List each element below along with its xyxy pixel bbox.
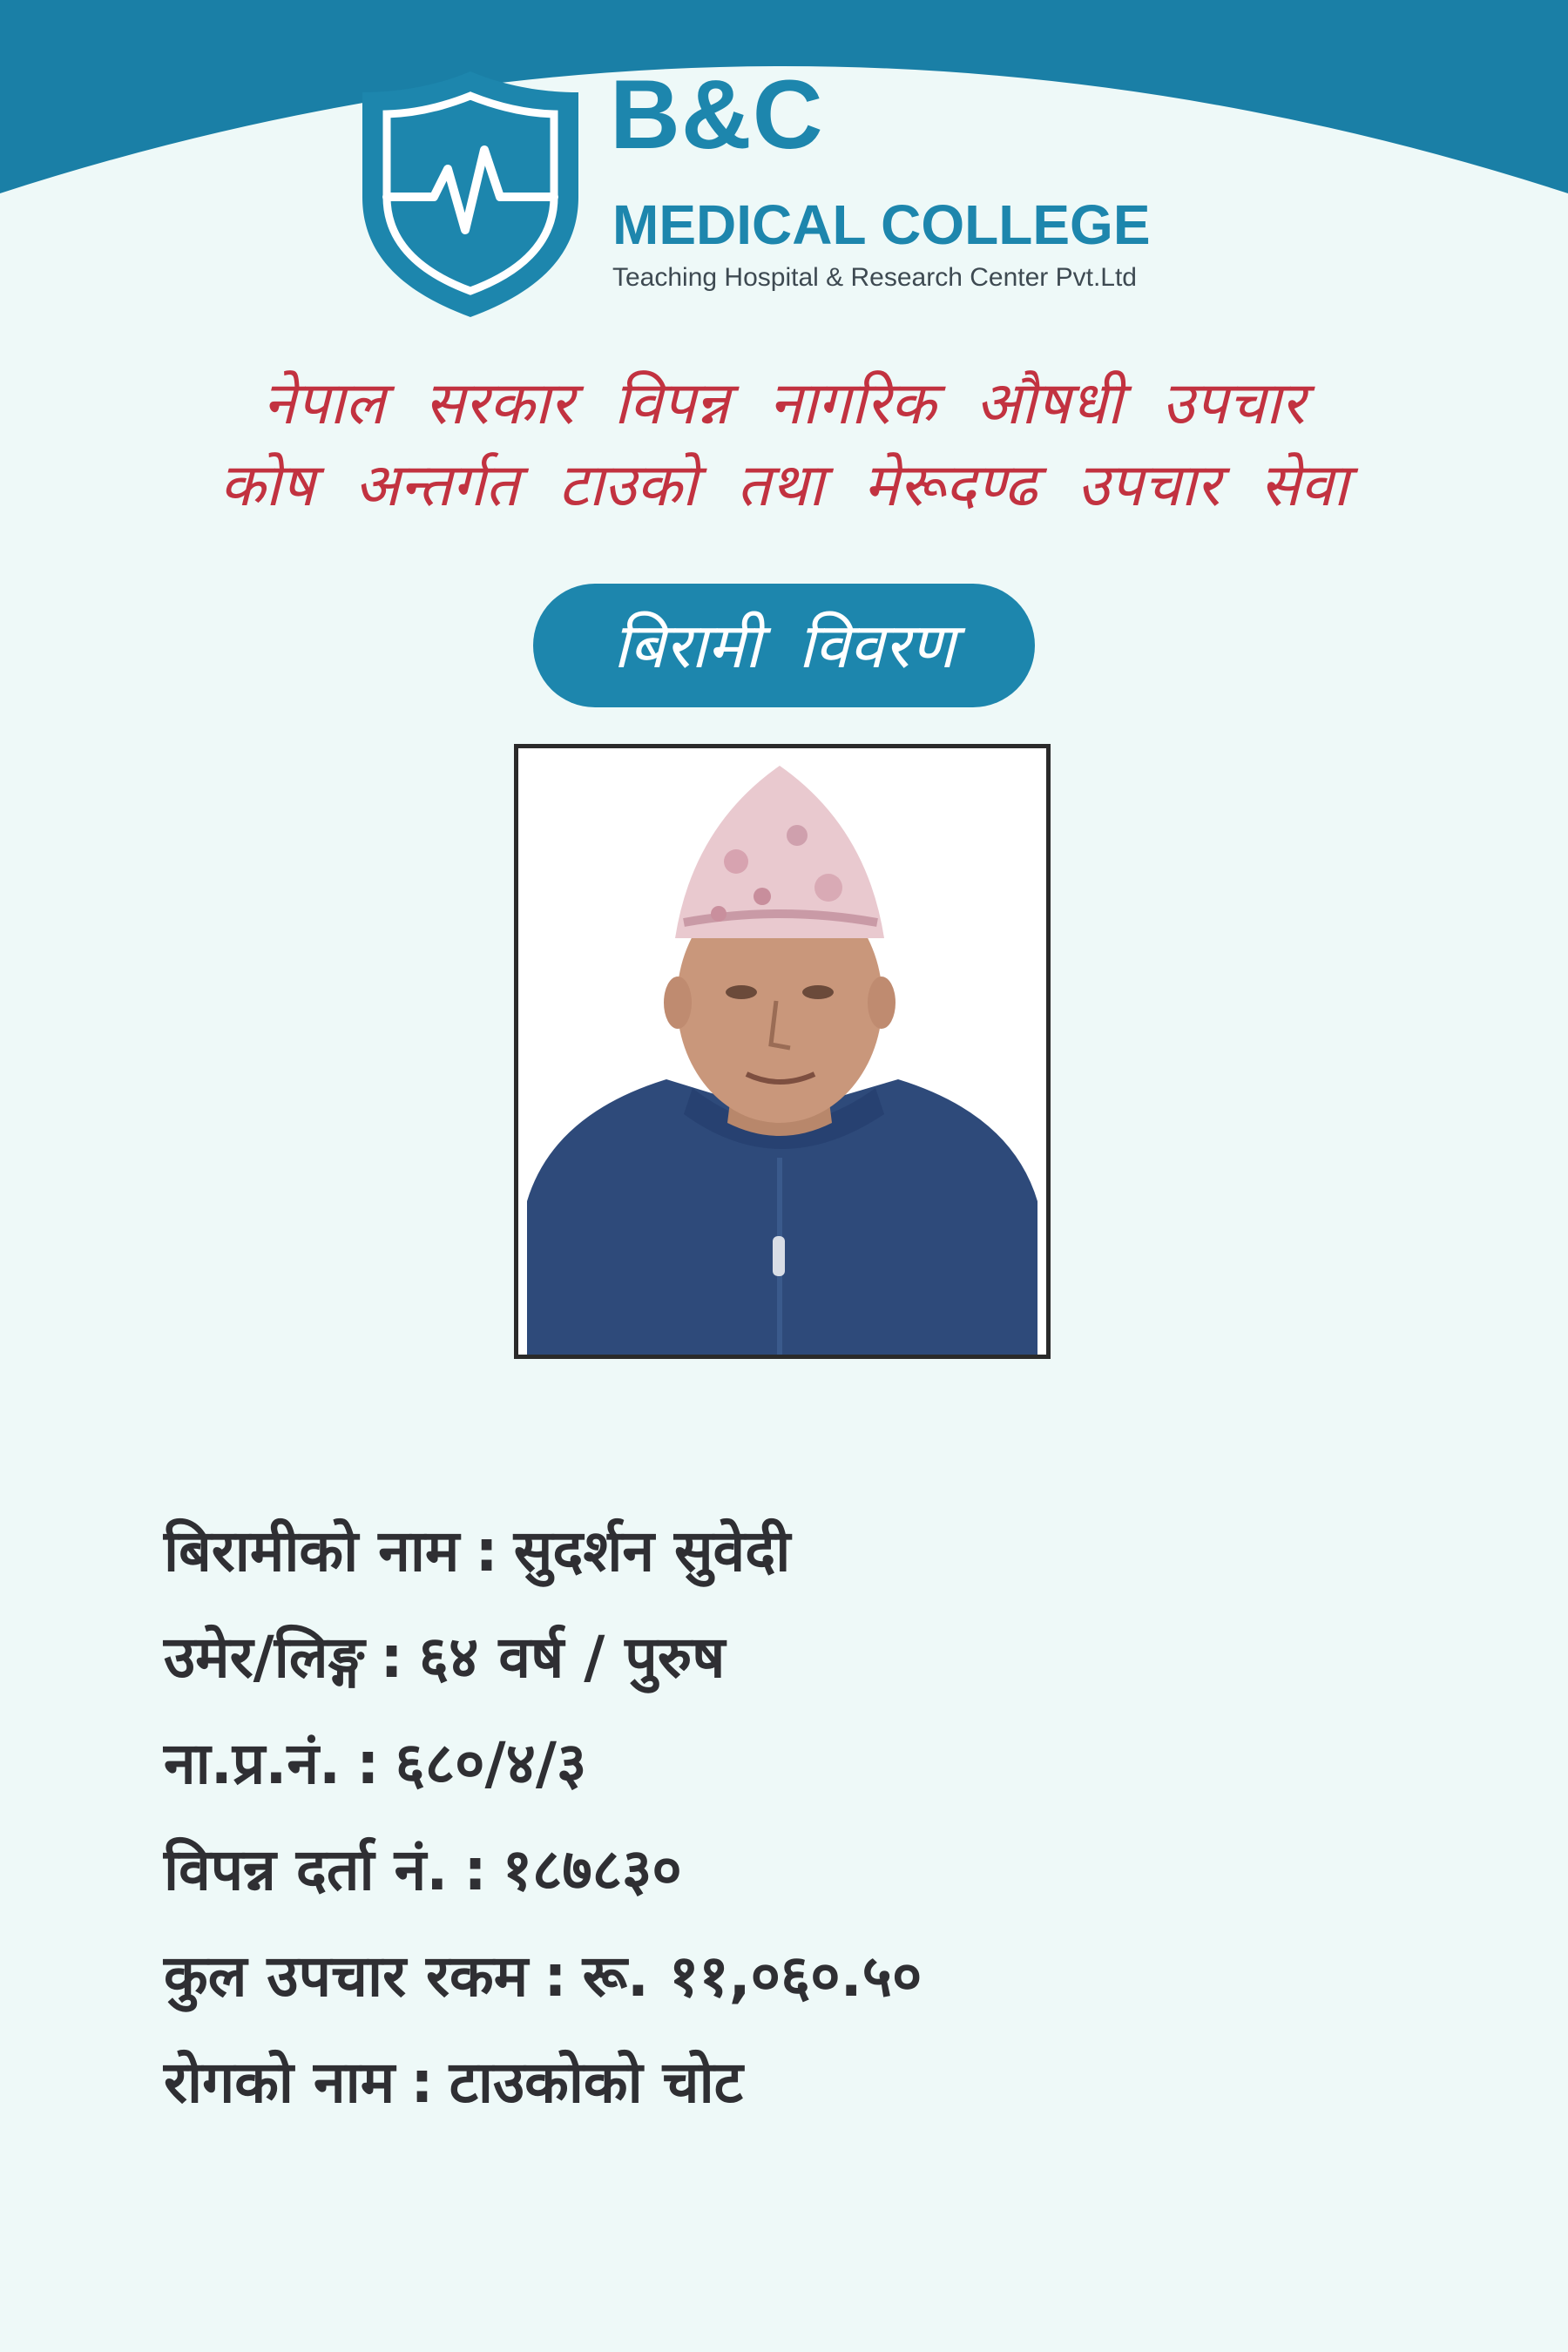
- detail-row-citizenship-number: [164, 1711, 1470, 1817]
- detail-row-age-gender: [164, 1605, 1470, 1711]
- detail-value: रू. ११,०६०.५०: [582, 1943, 923, 2010]
- detail-value: ६८०/४/३: [395, 1730, 587, 1797]
- brand-tagline: Teaching Hospital & Research Center Pvt.Ltd: [612, 263, 1137, 292]
- detail-separator: :: [356, 1730, 380, 1797]
- detail-separator: :: [463, 1836, 487, 1903]
- detail-separator: :: [544, 1943, 567, 2010]
- detail-value: टाउकोको चोट: [449, 2049, 743, 2116]
- detail-label: विपन्न दर्ता नं.: [164, 1836, 449, 1903]
- patient-photo-illustration: [518, 748, 1046, 1355]
- detail-label: ना.प्र.नं.: [164, 1730, 341, 1797]
- detail-label: उमेर/लिङ्ग: [164, 1624, 365, 1691]
- detail-label: बिरामीको नाम: [164, 1517, 460, 1585]
- patient-photo: [514, 744, 1051, 1359]
- brand-logo: [357, 60, 1228, 328]
- detail-value: १८७८३०: [502, 1836, 682, 1903]
- detail-row-patient-name: [164, 1498, 1470, 1605]
- detail-value: सुदर्शन सुवेदी: [513, 1517, 791, 1585]
- detail-separator: :: [380, 1624, 403, 1691]
- brand-subtitle: MEDICAL COLLEGE: [612, 193, 1151, 256]
- patient-details: [164, 1498, 1470, 2136]
- detail-label: कुल उपचार रकम: [164, 1943, 529, 2010]
- section-title-badge: बिरामी विवरण: [533, 584, 1035, 707]
- headline-line-2: कोष अन्तर्गत टाउको तथा मेरूदण्ढ उपचार सेवा: [220, 451, 1348, 520]
- shield-heartbeat-icon: [357, 66, 584, 321]
- detail-row-total-amount: [164, 1923, 1470, 2030]
- detail-row-disease-name: [164, 2030, 1470, 2136]
- headline-line-1: नेपाल सरकार विपन्न नागरिक औषधी उपचार: [262, 369, 1306, 438]
- detail-separator: :: [475, 1517, 498, 1585]
- brand-name: B&C: [610, 60, 824, 169]
- detail-label: रोगको नाम: [164, 2049, 395, 2116]
- detail-row-registration-number: [164, 1817, 1470, 1923]
- detail-separator: :: [410, 2049, 434, 2116]
- detail-value: ६४ वर्ष / पुरुष: [418, 1624, 726, 1691]
